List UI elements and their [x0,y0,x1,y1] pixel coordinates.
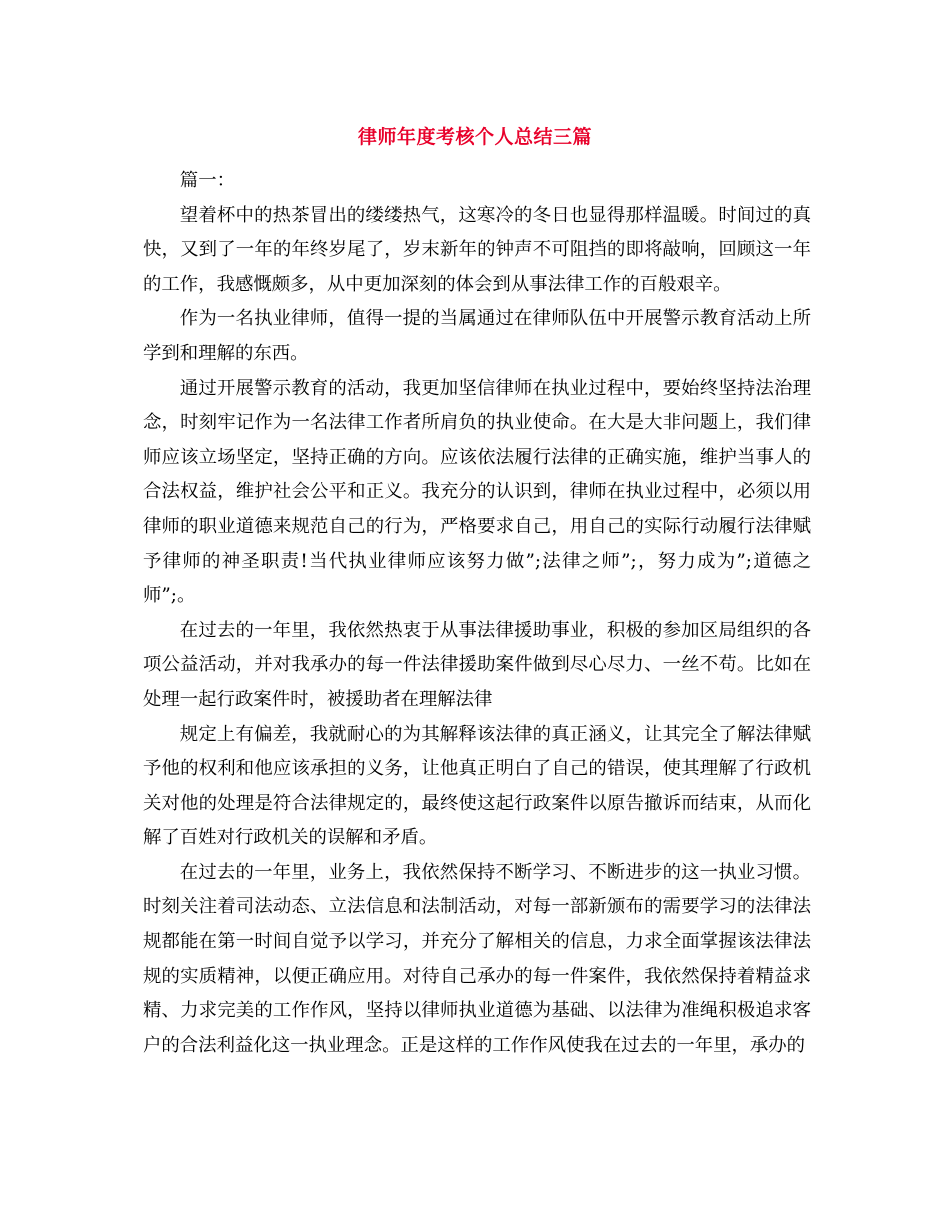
paragraph-heading: 篇一： [179,170,235,191]
paragraph: 望着杯中的热茶冒出的缕缕热气，这寒冷的冬日也显得那样温暖。时间过的真快，又到了一年的年终岁尾了，岁末新年的钟声不可阻挡的即将敲响，回顾这一年的工作，我感慨颇多，从中更加深刻的体会到从事法律工作的百般艰辛。 [143,204,811,295]
paragraph: 作为一名执业律师，值得一提的当属通过在律师队伍中开展警示教育活动上所学到和理解的东西。 [143,308,811,364]
document-body [143,164,811,1063]
paragraph: 通过开展警示教育的活动，我更加坚信律师在执业过程中，要始终坚持法治理念，时刻牢记作为一名法律工作者所肩负的执业使命。在大是大非问题上，我们律师应该立场坚定，坚持正确的方向。应该依法履行法律的正确实施，维护当事人的合法权益，维护社会公平和正义。我充分的认识到，律师在执业过程中，必须以用律师的职业道德来规范自己的行为，严格要求自己，用自己的实际行动履行法律赋予律师的神圣职责!当代执业律师应该努力做”;法律之师”;，努力成为”;道德之师”;。 [143,377,811,607]
document-title: 律师年度考核个人总结三篇 [357,126,592,148]
paragraph: 规定上有偏差，我就耐心的为其解释该法律的真正涵义，让其完全了解法律赋予他的权利和他应该承担的义务，让他真正明白了自己的错误，使其理解了行政机关对他的处理是符合法律规定的，最终使这起行政案件以原告撤诉而结束，从而化解了百姓对行政机关的误解和矛盾。 [143,723,811,849]
paragraph: 在过去的一年里，业务上，我依然保持不断学习、不断进步的这一执业习惯。时刻关注着司法动态、立法信息和法制活动，对每一部新颁布的需要学习的法律法规都能在第一时间自觉予以学习，并充分了解相关的信息，力求全面掌握该法律法规的实质精神，以便正确应用。对待自己承办的每一件案件，我依然保持着精益求精、力求完美的工作作风，坚持以律师执业道德为基础、以法律为准绳积极追求客户的合法利益化这一执业理念。正是这样的工作作风使我在过去的一年里，承办的 [143,861,811,1056]
paragraph: 在过去的一年里，我依然热衷于从事法律援助事业，积极的参加区局组织的各项公益活动，并对我承办的每一件法律援助案件做到尽心尽力、一丝不苟。比如在处理一起行政案件时，被援助者在理解法律 [143,619,811,710]
